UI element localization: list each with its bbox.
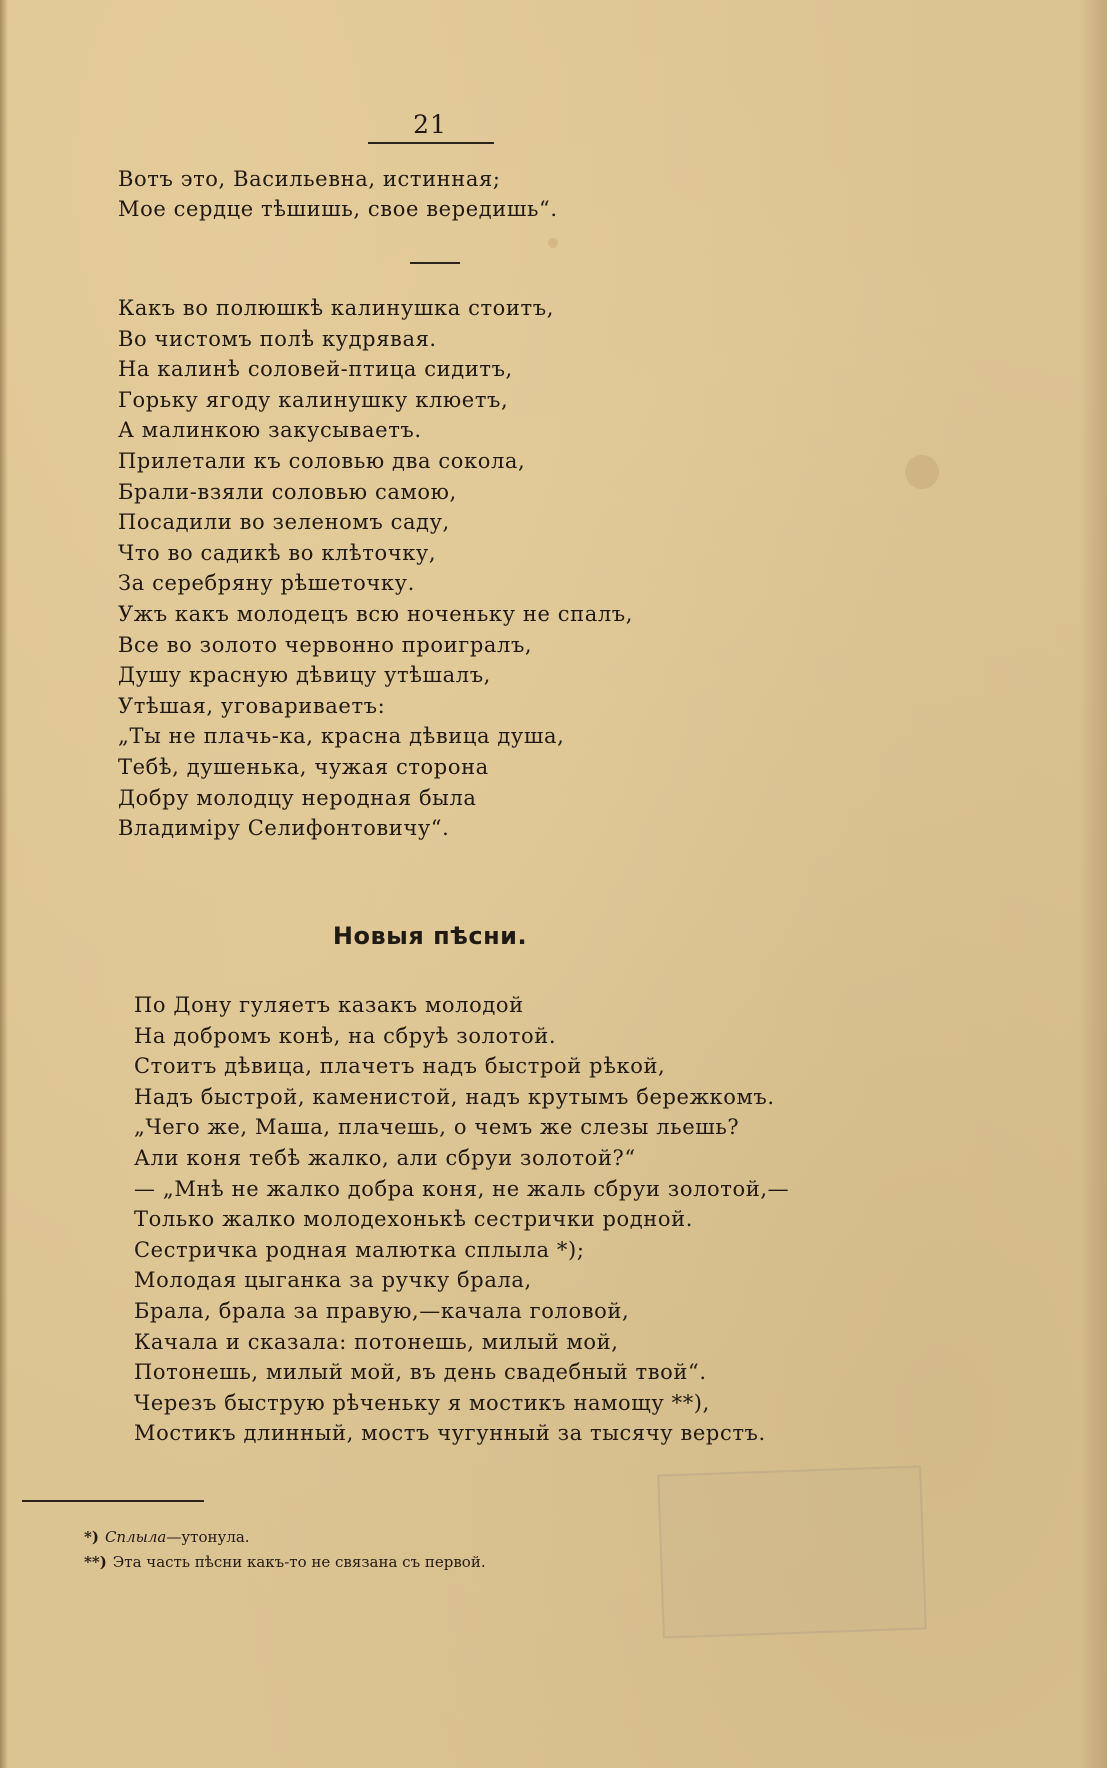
verse-line: Душу красную дѣвицу утѣшалъ, — [118, 663, 491, 688]
foxing-spot — [905, 455, 939, 489]
page-binding-edge — [0, 0, 8, 1768]
footnote-text: —утонула. — [166, 1528, 250, 1546]
verse-line: Прилетали къ соловью два сокола, — [118, 448, 526, 473]
verse-line: „Ты не плачь-ка, красна дѣвица душа, — [118, 724, 565, 749]
verse-line: За серебряну рѣшеточку. — [118, 571, 415, 596]
verse-line: Брали-взяли соловью самою, — [118, 479, 457, 504]
verse-line: Мостикъ длинный, мостъ чугунный за тысячу верстъ. — [134, 1421, 766, 1446]
verse-line: Только жалко молодехонькѣ сестрички родной. — [134, 1207, 694, 1232]
footnote-rule — [22, 1500, 204, 1502]
verse-line: — „Мнѣ не жалко добра коня, не жаль сбруи золотой,— — [134, 1176, 790, 1201]
verse-line: На калинѣ соловей-птица сидитъ, — [118, 357, 513, 382]
verse-line: Потонешь, милый мой, въ день свадебный твой“. — [134, 1360, 707, 1385]
verse-line: Стоитъ дѣвица, плачетъ надъ быстрой рѣкой, — [134, 1054, 666, 1079]
footnote-term: Сплыла — [104, 1528, 167, 1546]
verse-line: Мое сердце тѣшишь, свое вередишь“. — [118, 197, 558, 221]
stanza-kalinushka — [118, 293, 633, 844]
header-rule — [368, 142, 494, 144]
verse-line: Владиміру Селифонтовичу“. — [118, 816, 450, 841]
verse-line: Ужъ какъ молодецъ всю ноченьку не спалъ, — [118, 601, 634, 626]
stanza-continuation — [118, 164, 558, 224]
page-outer-edge — [1079, 0, 1107, 1768]
verse-line: Сестричка родная малютка сплыла *); — [134, 1237, 585, 1262]
verse-line: Утѣшая, уговариваетъ: — [118, 693, 386, 718]
faded-library-stamp — [657, 1465, 927, 1638]
stanza-separator — [410, 262, 460, 264]
footnote — [84, 1525, 486, 1550]
verse-line: А малинкою закусываетъ. — [118, 418, 422, 443]
section-heading: Новыя пѣсни. — [332, 922, 528, 950]
footnote-text: Эта часть пѣсни какъ-то не связана съ первой. — [112, 1553, 486, 1571]
verse-line: Все во золото червонно проигралъ, — [118, 632, 533, 657]
verse-line: Надъ быстрой, каменистой, надъ крутымъ бережкомъ. — [134, 1084, 775, 1109]
verse-line: По Дону гуляетъ казакъ молодой — [134, 993, 524, 1017]
verse-line: „Чего же, Маша, плачешь, о чемъ же слезы льешь? — [134, 1115, 740, 1140]
verse-line: Черезъ быструю рѣченьку я мостикъ намощу **), — [134, 1390, 710, 1415]
footnote — [84, 1550, 486, 1575]
footnote-mark: *) — [84, 1528, 99, 1546]
verse-line: Что во садикѣ во клѣточку, — [118, 540, 437, 565]
verse-line: Молодая цыганка за ручку брала, — [134, 1268, 532, 1293]
verse-line: Посадили во зеленомъ саду, — [118, 510, 450, 535]
verse-line: Какъ во полюшкѣ калинушка стоитъ, — [118, 296, 554, 320]
verse-line: Брала, брала за правую,—качала головой, — [134, 1298, 630, 1323]
verse-line: Горьку ягоду калинушку клюетъ, — [118, 387, 509, 412]
verse-line: Вотъ это, Васильевна, истинная; — [118, 167, 501, 191]
foxing-spot — [548, 238, 558, 248]
verse-line: Добру молодцу неродная была — [118, 785, 477, 810]
stanza-new-songs — [134, 990, 789, 1449]
footnote-mark: **) — [84, 1553, 107, 1571]
footnotes — [84, 1525, 486, 1575]
verse-line: Али коня тебѣ жалко, али сбруи золотой?“ — [134, 1145, 636, 1170]
verse-line: Тебѣ, душенька, чужая сторона — [118, 754, 489, 779]
verse-line: На добромъ конѣ, на сбруѣ золотой. — [134, 1023, 557, 1048]
page-number: 21 — [413, 110, 447, 139]
verse-line: Во чистомъ полѣ кудрявая. — [118, 326, 437, 351]
verse-line: Качала и сказала: потонешь, милый мой, — [134, 1329, 619, 1354]
